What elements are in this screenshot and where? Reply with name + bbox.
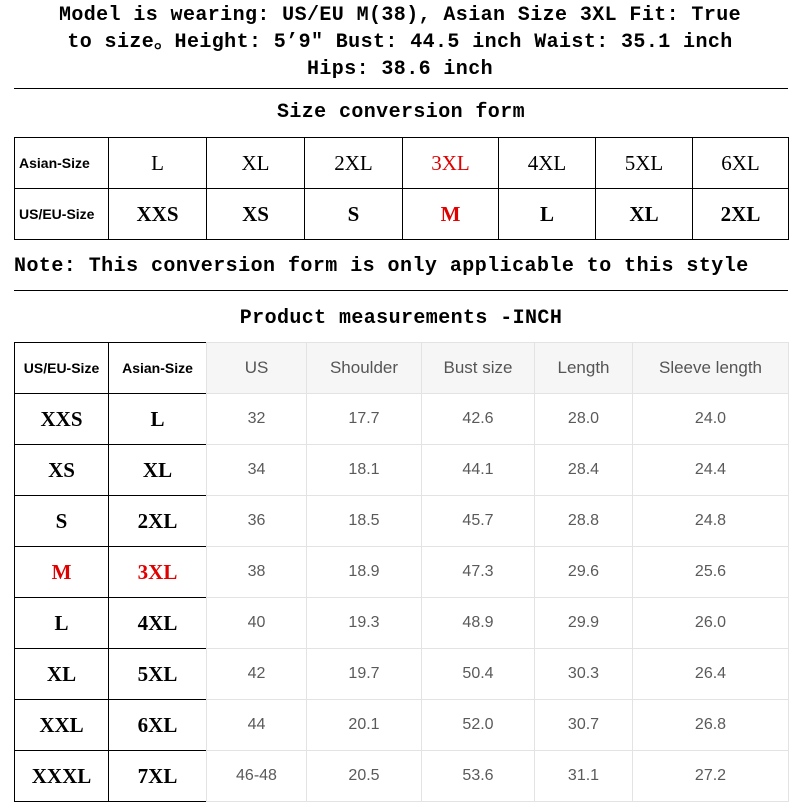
sleeve-length-cell: 24.0 [633, 394, 789, 445]
divider-top [14, 88, 788, 89]
sleeve-length-header: Sleeve length [633, 343, 789, 394]
length-cell: 30.7 [535, 700, 633, 751]
useu-size-header: US/EU-Size [15, 343, 109, 394]
asian-size-cell: 4XL [109, 598, 207, 649]
shoulder-cell: 19.7 [307, 649, 422, 700]
bust-size-cell: 45.7 [422, 496, 535, 547]
shoulder-cell: 18.1 [307, 445, 422, 496]
sleeve-length-cell: 24.4 [633, 445, 789, 496]
sleeve-length-cell: 27.2 [633, 751, 789, 802]
conversion-cell: 6XL [693, 138, 789, 189]
us-cell: 38 [207, 547, 307, 598]
asian-size-cell: L [109, 394, 207, 445]
shoulder-header: Shoulder [307, 343, 422, 394]
sleeve-length-cell: 26.4 [633, 649, 789, 700]
length-cell: 28.0 [535, 394, 633, 445]
size-label-row [15, 751, 207, 802]
bust-size-cell: 44.1 [422, 445, 535, 496]
size-label-row [15, 700, 207, 751]
conversion-cell: XXS [109, 189, 207, 240]
useu-size-cell: XXL [15, 700, 109, 751]
measurement-row [207, 751, 789, 802]
conversion-cell: XL [207, 138, 305, 189]
measurement-row [207, 496, 789, 547]
length-cell: 30.3 [535, 649, 633, 700]
useu-size-label: US/EU-Size [15, 189, 109, 240]
shoulder-cell: 17.7 [307, 394, 422, 445]
us-header: US [207, 343, 307, 394]
conversion-cell: 2XL [693, 189, 789, 240]
conversion-cell: XS [207, 189, 305, 240]
shoulder-cell: 19.3 [307, 598, 422, 649]
conversion-cell: XL [596, 189, 693, 240]
size-label-header-row [15, 343, 207, 394]
size-label-row [15, 394, 207, 445]
useu-size-cell: XXXL [15, 751, 109, 802]
bust-size-cell: 53.6 [422, 751, 535, 802]
sleeve-length-cell: 24.8 [633, 496, 789, 547]
asian-size-header: Asian-Size [109, 343, 207, 394]
sleeve-length-cell: 26.0 [633, 598, 789, 649]
size-conversion-table [14, 137, 789, 240]
useu-size-cell: S [15, 496, 109, 547]
us-cell: 40 [207, 598, 307, 649]
sleeve-length-cell: 25.6 [633, 547, 789, 598]
us-cell: 34 [207, 445, 307, 496]
bust-size-header: Bust size [422, 343, 535, 394]
conversion-cell: 2XL [305, 138, 403, 189]
bust-size-cell: 48.9 [422, 598, 535, 649]
us-cell: 42 [207, 649, 307, 700]
conversion-cell: L [499, 189, 596, 240]
shoulder-cell: 18.9 [307, 547, 422, 598]
length-cell: 28.4 [535, 445, 633, 496]
conversion-note: Note: This conversion form is only applicable to this style [14, 255, 749, 278]
measurements-title: Product measurements -INCH [239, 307, 563, 330]
measurement-row [207, 598, 789, 649]
asian-size-row [15, 138, 789, 189]
measurement-row [207, 649, 789, 700]
shoulder-cell: 20.5 [307, 751, 422, 802]
useu-size-cell: XXS [15, 394, 109, 445]
us-cell: 44 [207, 700, 307, 751]
asian-size-cell: 2XL [109, 496, 207, 547]
shoulder-cell: 18.5 [307, 496, 422, 547]
measurement-row [207, 700, 789, 751]
model-info-line-1: Model is wearing: US/EU M(38), Asian Size 3XL Fit: True [58, 4, 742, 27]
conversion-cell-highlight: 3XL [403, 138, 499, 189]
sleeve-length-cell: 26.8 [633, 700, 789, 751]
conversion-cell: 5XL [596, 138, 693, 189]
measurement-row [207, 547, 789, 598]
conversion-cell: 4XL [499, 138, 596, 189]
length-header: Length [535, 343, 633, 394]
useu-size-row [15, 189, 789, 240]
length-cell: 28.8 [535, 496, 633, 547]
bust-size-cell: 50.4 [422, 649, 535, 700]
measurements-header-row [207, 343, 789, 394]
size-label-row [15, 547, 207, 598]
bust-size-cell: 52.0 [422, 700, 535, 751]
length-cell: 29.9 [535, 598, 633, 649]
size-label-row [15, 496, 207, 547]
bust-size-cell: 42.6 [422, 394, 535, 445]
asian-size-cell: 3XL [109, 547, 207, 598]
asian-size-cell: XL [109, 445, 207, 496]
model-info-line-3: Hips: 38.6 inch [306, 58, 494, 81]
model-info [0, 2, 800, 83]
measurement-row [207, 394, 789, 445]
measurement-row [207, 445, 789, 496]
conversion-cell-highlight: M [403, 189, 499, 240]
asian-size-cell: 5XL [109, 649, 207, 700]
useu-size-cell: XL [15, 649, 109, 700]
us-cell: 36 [207, 496, 307, 547]
conversion-title: Size conversion form [276, 101, 526, 124]
asian-size-cell: 7XL [109, 751, 207, 802]
useu-size-cell: M [15, 547, 109, 598]
size-label-row [15, 649, 207, 700]
model-info-line-2: to size。Height: 5’9″ Bust: 44.5 inch Waist: 35.1 inch [67, 31, 733, 54]
asian-size-label: Asian-Size [15, 138, 109, 189]
us-cell: 46-48 [207, 751, 307, 802]
asian-size-cell: 6XL [109, 700, 207, 751]
conversion-cell: L [109, 138, 207, 189]
useu-size-cell: L [15, 598, 109, 649]
bust-size-cell: 47.3 [422, 547, 535, 598]
measurements-table [206, 342, 789, 802]
useu-size-cell: XS [15, 445, 109, 496]
size-label-row [15, 598, 207, 649]
us-cell: 32 [207, 394, 307, 445]
conversion-cell: S [305, 189, 403, 240]
length-cell: 29.6 [535, 547, 633, 598]
divider-middle [14, 290, 788, 291]
length-cell: 31.1 [535, 751, 633, 802]
size-label-table [14, 342, 207, 802]
shoulder-cell: 20.1 [307, 700, 422, 751]
size-label-row [15, 445, 207, 496]
